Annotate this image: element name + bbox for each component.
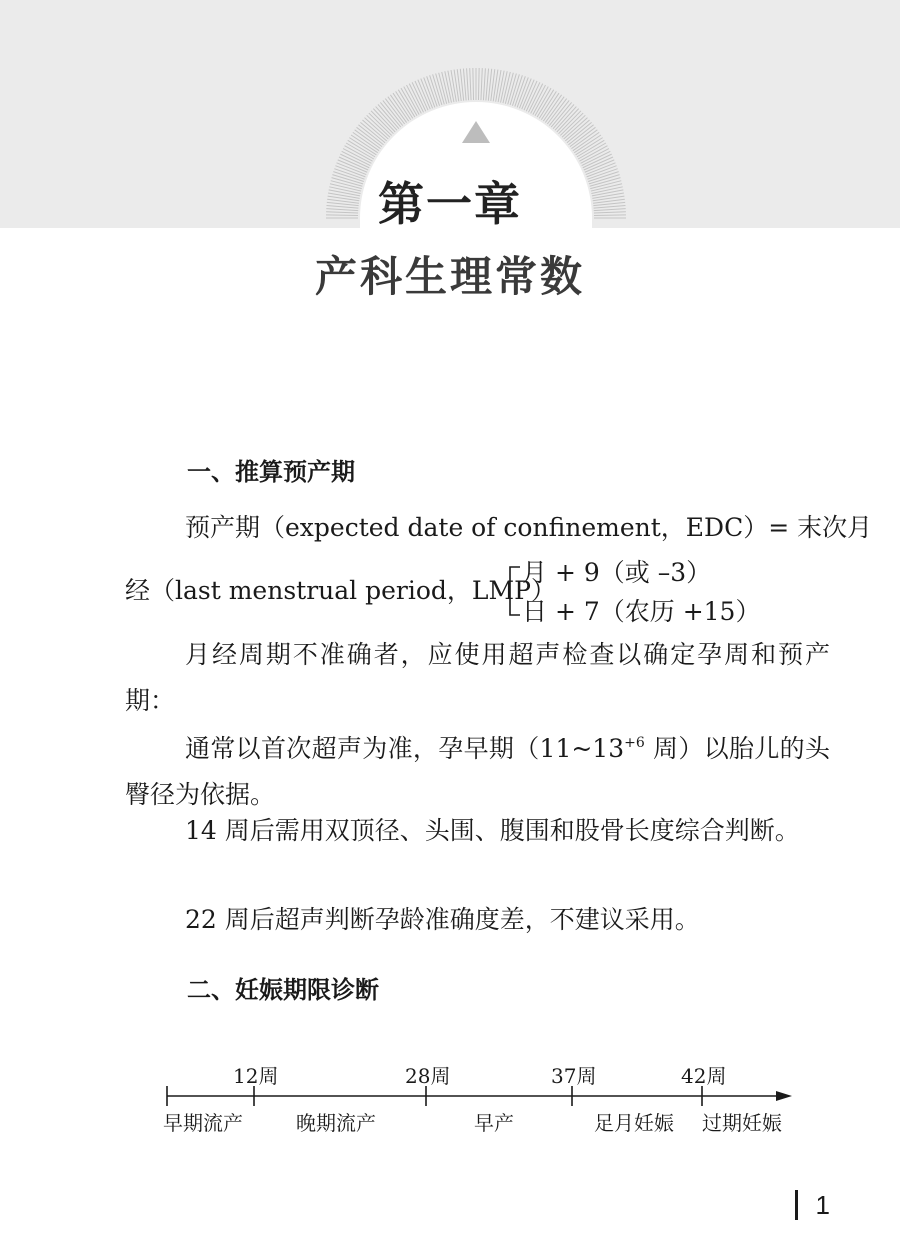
timeline-stage-label: 足月妊娠 [594,1111,674,1135]
sunburst-ray [517,77,528,107]
timeline-tick-label: 37周 [551,1064,597,1088]
page-number-bar [795,1190,798,1220]
timeline-stage-label: 过期妊娠 [702,1111,782,1135]
sunburst-ray [463,69,466,101]
sunburst-ray [481,68,482,100]
gestation-timeline [0,1040,900,1160]
chapter-label: 第一章 [378,177,522,231]
sunburst-ray [470,68,471,100]
sunburst-ray [404,87,419,115]
sunburst-ray [533,87,548,115]
sunburst-ray [467,68,469,100]
section-heading-2: 二、妊娠期限诊断 [187,976,379,1004]
paragraph-14-weeks: 14 周后需用双顶径、头围、腹围和股骨长度综合判断。 [185,816,800,845]
sunburst-ray [424,77,435,107]
para3-superscript: +6 [624,735,645,751]
timeline-tick-label: 28周 [405,1064,451,1088]
sunburst-ray [448,71,454,102]
sunburst-ray [496,70,501,102]
formula-line-1: 预产期（expected date of confinement，EDC）= 末次月 [185,513,873,542]
sunburst-ray [451,70,456,102]
timeline-arrowhead [776,1091,792,1101]
day-rule: 日 + 7（农历 +15） [522,597,761,626]
paragraph-ultrasound-note: 月经周期不准确者，应使用超声检查以确定孕周和预产期： [125,640,830,715]
sunburst-ray [483,68,485,100]
timeline-stage-label: 晚期流产 [296,1111,376,1135]
sunburst-ray [579,146,607,161]
paragraph-22-weeks: 22 周后超声判断孕龄准确度差，不建议采用。 [185,905,700,934]
chapter-title: 产科生理常数 [314,252,585,301]
formula-line-2: 经（last menstrual period，LMP） [125,576,556,605]
sunburst-ray [345,146,373,161]
bracket-icon [500,563,524,619]
month-rule: 月 + 9（或 –3） [522,558,712,587]
sunburst-ray [486,69,489,101]
page-number: 1 [815,1190,830,1220]
timeline-tick-label: 12周 [233,1064,279,1088]
sunburst-ray [478,68,479,100]
para3-text-end: 周）以胎儿的头臀径为依据。 [125,734,830,809]
sunburst-ray [498,71,504,102]
paragraph-first-ultrasound [125,720,830,818]
sunburst-ray [473,68,474,100]
section-heading-1: 一、推算预产期 [187,458,355,486]
timeline-tick-label: 42周 [681,1064,727,1088]
para3-text: 通常以首次超声为准，孕早期（11~13 [185,734,625,763]
timeline-stage-label: 早期流产 [163,1111,243,1135]
timeline-stage-label: 早产 [474,1111,514,1135]
